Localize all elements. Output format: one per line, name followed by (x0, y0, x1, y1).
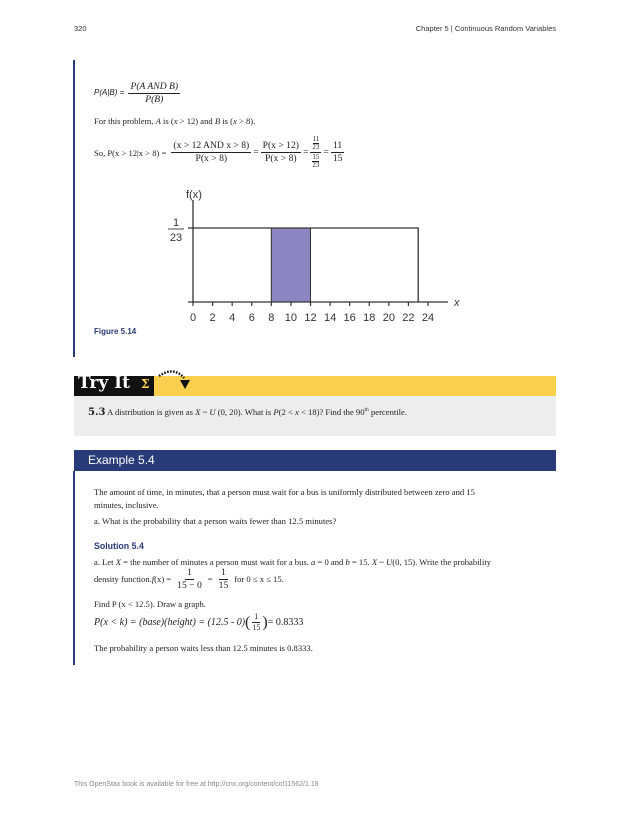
text: < 18)? Find the 90 (298, 407, 365, 417)
example-title: Example 5.4 (88, 453, 155, 467)
var-x: x (233, 116, 237, 126)
text: For this problem, (94, 116, 156, 126)
find-line: Find P (x < 12.5). Draw a graph. (94, 599, 206, 609)
text: is ( (220, 116, 234, 126)
inner-den: 23 (312, 143, 320, 151)
calc-result: = 0.8333 (267, 617, 304, 628)
text: A distribution is given as (105, 407, 196, 417)
example-para-line1: The amount of time, in minutes, that a person must wait for a bus is uniformly distributed between zero and 15 (94, 487, 475, 497)
var-x: x (173, 116, 178, 126)
inner-num: 11 (312, 135, 320, 143)
x-tick-label: 22 (402, 312, 415, 324)
math: f (151, 574, 155, 585)
text: a. Let (94, 557, 116, 567)
fraction-numerator: 11 (332, 140, 343, 152)
fraction-numerator: 1 (187, 567, 192, 578)
y-axis-label: f(x) (186, 189, 202, 201)
text: (x) = (154, 574, 172, 585)
x-tick-label: 14 (323, 312, 337, 324)
x-tick-label: 0 (189, 312, 197, 324)
fraction-numerator: P(A AND B) (130, 81, 179, 92)
x-tick-label: 18 (363, 312, 376, 324)
text: for 0 ≤ x ≤ 15. (234, 574, 284, 585)
solution-line2 (94, 568, 284, 590)
fraction-numerator: (x > 12 AND x > 8) (173, 140, 250, 152)
text: is ( (160, 116, 174, 126)
text: (0, 20). What is (215, 407, 274, 417)
x-tick-label: 20 (382, 312, 395, 324)
pdf-fraction-1 (175, 568, 204, 590)
text: = 0 and (315, 557, 346, 567)
sigma-icon: Σ (141, 377, 150, 391)
superscript: th (364, 407, 369, 414)
x-tick-label: 4 (229, 312, 236, 324)
uniform-distribution-chart (0, 180, 630, 340)
math: X ~ U (371, 557, 393, 567)
x-tick-label: 8 (268, 312, 275, 324)
fraction-numerator: P(x > 12) (262, 140, 299, 152)
example-para-line2: minutes, inclusive. (94, 500, 159, 510)
var-b: B (214, 116, 221, 126)
x-tick-label: 2 (209, 312, 216, 324)
x-axis-label: x (454, 297, 460, 309)
text: (0, 15). Write the probability (392, 557, 492, 567)
fraction-1 (171, 141, 251, 163)
math: a (311, 557, 316, 567)
math: x (294, 407, 299, 417)
solution-line1 (94, 557, 491, 567)
text: = the number of minutes a person must wait for a bus. (120, 557, 312, 567)
x-tick-label: 10 (284, 312, 298, 324)
solution-title: Solution 5.4 (94, 541, 144, 551)
example-question-a: a. What is the probability that a person waits fewer than 12.5 minutes? (94, 516, 337, 526)
conditional-formula (94, 82, 182, 104)
math: P (273, 407, 279, 417)
fraction-2 (261, 141, 301, 163)
example-left-border (73, 471, 75, 665)
page-number: 320 (74, 24, 87, 33)
fraction-4 (331, 141, 345, 163)
fraction-numerator: 1 (254, 612, 259, 621)
x-tick-label: 24 (421, 312, 435, 324)
y-tick-label-numerator: 1 (172, 217, 180, 229)
conclusion: The probability a person waits less than 12.5 minutes is 0.8333. (94, 643, 313, 653)
fraction-denominator: 15 (252, 623, 261, 632)
text: (2 < (278, 407, 295, 417)
footer-note: This OpenStax book is available for free at http://cnx.org/content/col11562/1.18 (74, 781, 319, 788)
math: X (115, 557, 121, 567)
text: > 12) and (177, 116, 215, 126)
text: > 8). (236, 116, 256, 126)
figure-caption: Figure 5.14 (94, 327, 137, 336)
fraction-denominator (310, 153, 321, 169)
formula-fraction (128, 82, 180, 104)
paren-open: ( (245, 613, 251, 631)
try-it-exercise (88, 407, 407, 418)
x-tick-label: 6 (248, 312, 255, 324)
probability-calculation (94, 613, 303, 632)
text: = 15. (349, 557, 372, 567)
var-a: A (155, 116, 161, 126)
fraction-denominator: 15 (332, 153, 343, 164)
equals: = (253, 147, 259, 158)
chapter-title: Chapter 5 | Continuous Random Variables (415, 24, 556, 33)
calc-lhs: So, P(x > 12|x > 8) = (94, 147, 167, 158)
paren-close: ) (262, 613, 268, 631)
try-it-title: Try It (78, 373, 130, 393)
fraction-numerator (310, 136, 321, 153)
equals: = (302, 147, 309, 158)
text: percentile. (368, 407, 407, 417)
fraction-denominator: P(B) (145, 93, 164, 105)
fraction-numerator: 1 (221, 567, 226, 578)
fraction-denominator: P(x > 8) (265, 153, 297, 164)
calc-text: P(x < k) = (base)(height) = (12.5 - 0) (94, 617, 246, 628)
dotted-arrow-icon (156, 368, 196, 396)
fraction-3 (310, 136, 321, 169)
pdf-fraction-2 (217, 568, 231, 590)
fraction-denominator: 15 (218, 579, 229, 591)
shaded-probability-region (271, 228, 310, 302)
equals: = (323, 147, 329, 158)
problem-definition (94, 116, 255, 126)
y-tick-label-denominator: 23 (169, 232, 183, 244)
math: X ~ U (195, 407, 216, 417)
inner-num: 15 (312, 153, 320, 161)
formula-lhs: P(A|B) = (94, 88, 125, 98)
x-tick-label: 16 (343, 312, 356, 324)
exercise-number: 5.3 (88, 407, 106, 418)
calc-fraction (250, 613, 262, 632)
fraction-denominator: 15 − 0 (177, 579, 202, 591)
conditional-calculation (94, 136, 346, 169)
math: b (345, 557, 350, 567)
inner-den: 23 (312, 161, 320, 169)
text: density function. (94, 574, 152, 585)
equals: = (207, 574, 213, 585)
fraction-denominator: P(x > 8) (195, 153, 228, 164)
x-tick-label: 12 (304, 312, 317, 324)
